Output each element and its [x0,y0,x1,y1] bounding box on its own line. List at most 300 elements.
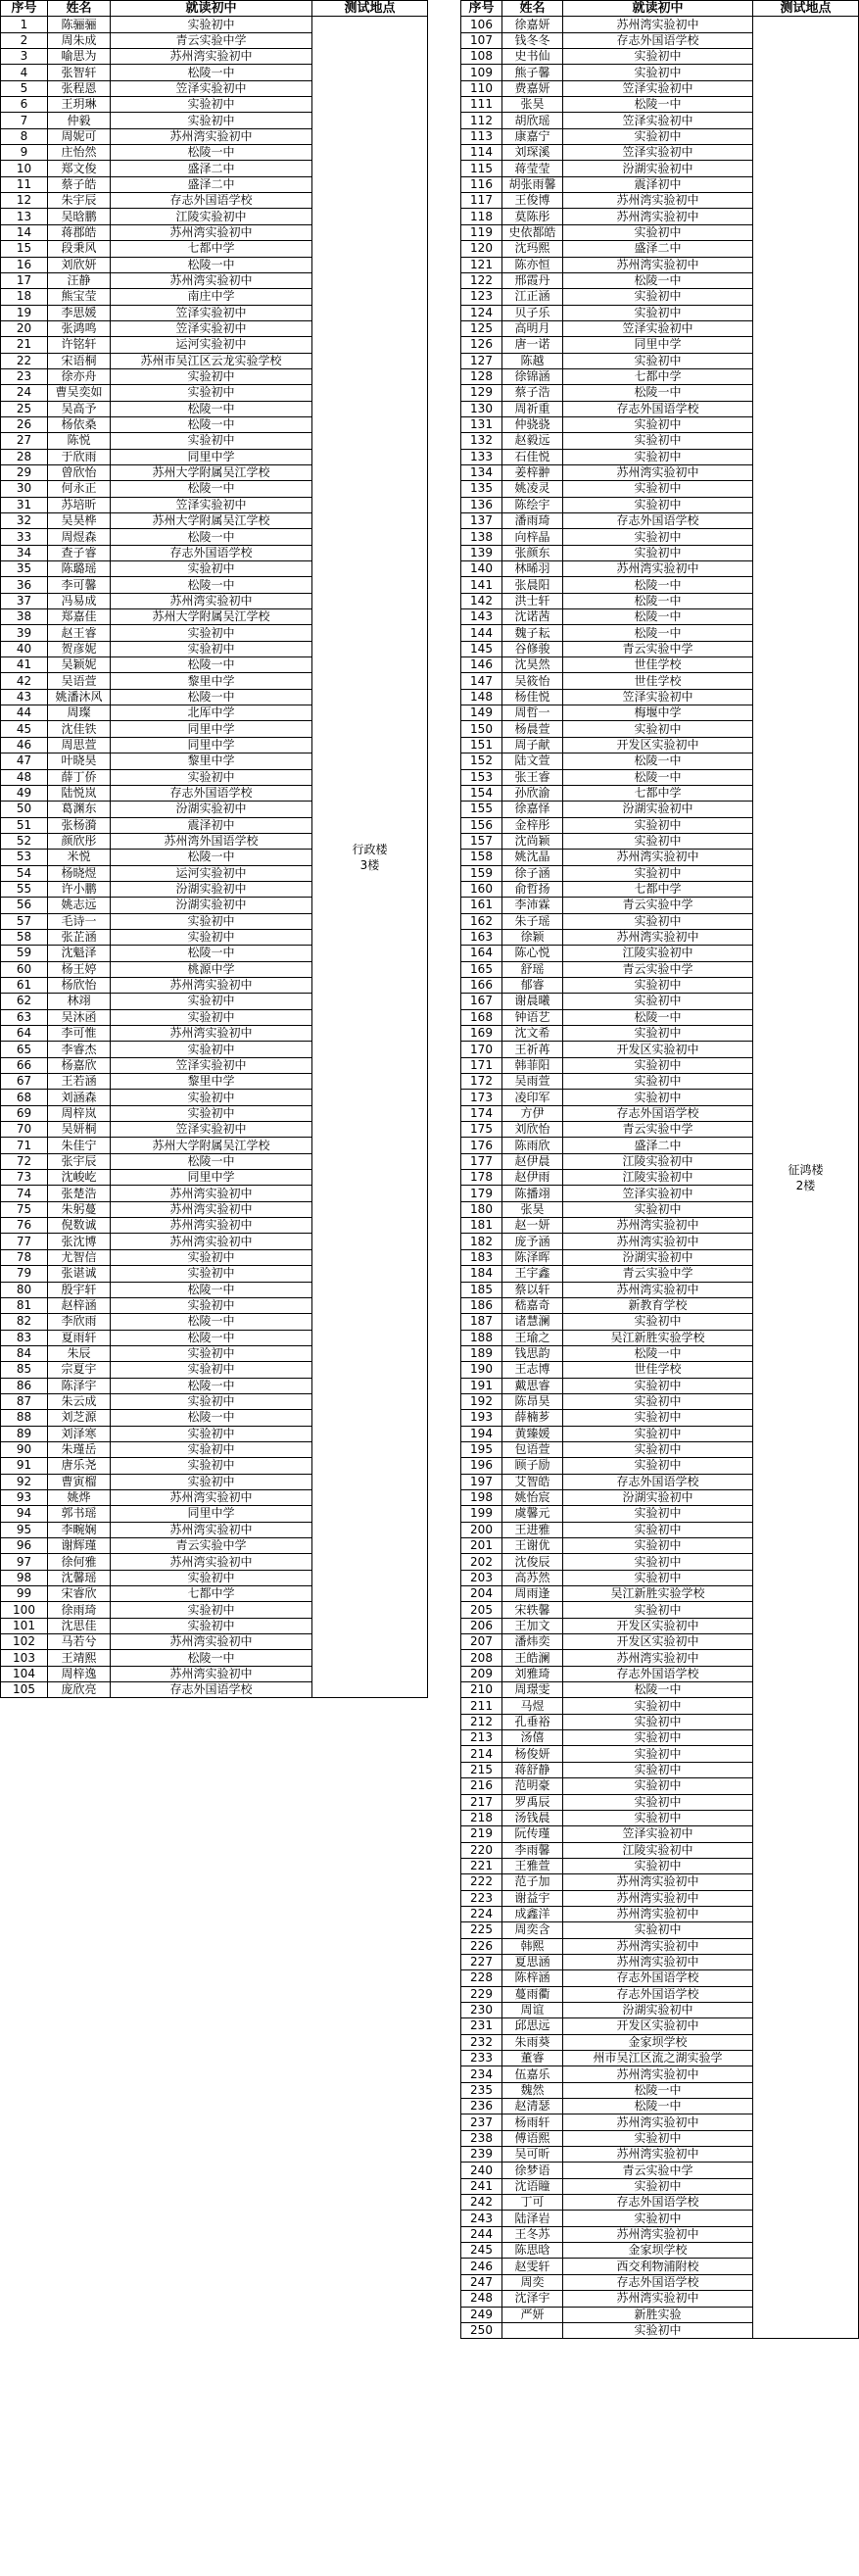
student-name: 陆泽岩 [502,2211,563,2226]
row-number: 237 [461,2114,502,2130]
student-name: 陈悦 [48,433,111,449]
school-name: 苏州湾实验初中 [111,1634,312,1650]
school-name: 实验初中 [563,1026,753,1042]
school-name: 吴江新胜实验学校 [563,1330,753,1345]
row-number: 90 [1,1441,48,1457]
student-name: 沈俊辰 [502,1554,563,1570]
row-number: 16 [1,257,48,272]
student-name: 庞予涵 [502,1234,563,1249]
student-name: 成鑫洋 [502,1906,563,1921]
school-name: 苏州湾实验初中 [111,1026,312,1042]
school-name: 青云实验中学 [563,961,753,977]
school-name: 青云实验中学 [111,1538,312,1554]
school-name: 江陵实验初中 [563,946,753,961]
row-number: 230 [461,2002,502,2017]
school-name: 实验初中 [563,2322,753,2338]
school-name: 盛泽二中 [563,241,753,257]
student-name: 谢辉瑾 [48,1538,111,1554]
row-number: 200 [461,1522,502,1537]
row-number: 20 [1,320,48,336]
school-name: 苏州湾实验初中 [111,224,312,240]
row-number: 127 [461,353,502,368]
student-name: 葛渊东 [48,802,111,817]
school-name: 汾湖实验初中 [111,898,312,913]
student-name: 倪数诚 [48,1218,111,1234]
school-name: 同里中学 [111,1506,312,1522]
student-name: 吴沐函 [48,1009,111,1025]
school-name: 汾湖实验初中 [111,881,312,897]
student-name: 周哲一 [502,705,563,721]
school-name: 实验初中 [563,1074,753,1090]
student-name: 张昊 [502,97,563,113]
row-number: 2 [1,32,48,48]
student-name: 徐嘉妍 [502,17,563,32]
row-number: 249 [461,2307,502,2322]
row-number: 145 [461,641,502,656]
row-number: 75 [1,1201,48,1217]
school-name: 笠泽实验初中 [111,305,312,320]
student-name: 宋语桐 [48,353,111,368]
school-name: 松陵一中 [563,625,753,641]
student-name: 诸慧澜 [502,1314,563,1330]
header-name: 姓名 [502,1,563,17]
table-row [461,17,859,32]
student-name: 吴晗鹏 [48,209,111,224]
header-name: 姓名 [48,1,111,17]
student-name: 贝子乐 [502,305,563,320]
row-number: 106 [461,17,502,32]
student-name: 马煜 [502,1698,563,1714]
school-name: 实验初中 [563,1810,753,1825]
row-number: 147 [461,673,502,689]
school-name: 新胜实验 [563,2307,753,2322]
row-number: 69 [1,1105,48,1121]
student-name: 周谊 [502,2002,563,2017]
school-name: 苏州湾实验初中 [111,1201,312,1217]
row-number: 56 [1,898,48,913]
row-number: 22 [1,353,48,368]
student-name: 王瑜之 [502,1330,563,1345]
row-number: 204 [461,1586,502,1602]
student-name: 张颜东 [502,545,563,560]
student-name: 王祈苒 [502,1042,563,1057]
student-name: 沈馨瑶 [48,1570,111,1585]
row-number: 84 [1,1345,48,1361]
student-name: 范子加 [502,1874,563,1890]
student-name: 罗禹辰 [502,1794,563,1810]
student-name: 沈峻屹 [48,1170,111,1186]
header-location: 测试地点 [312,1,428,17]
row-number: 150 [461,721,502,737]
school-name: 实验初中 [111,1009,312,1025]
student-name: 苏培昕 [48,497,111,512]
school-name: 笠泽实验初中 [111,1057,312,1073]
student-name: 汪静 [48,272,111,288]
row-number: 92 [1,1474,48,1489]
school-name: 运河实验初中 [111,865,312,881]
row-number: 187 [461,1314,502,1330]
school-name: 松陵一中 [111,657,312,673]
row-number: 26 [1,416,48,432]
school-name: 实验初中 [563,2211,753,2226]
row-number: 39 [1,625,48,641]
school-name: 苏州湾实验初中 [563,2147,753,2163]
school-name: 实验初中 [111,433,312,449]
school-name: 存志外国语学校 [563,2274,753,2290]
student-name: 赵毅远 [502,433,563,449]
row-number: 57 [1,913,48,929]
row-number: 29 [1,464,48,480]
student-name: 徐梦语 [502,2163,563,2178]
school-name: 苏州湾实验初中 [563,1234,753,1249]
student-name: 王志博 [502,1362,563,1378]
school-name: 存志外国语学校 [563,513,753,529]
student-name: 刘欣妍 [48,257,111,272]
student-name: 徐何雅 [48,1554,111,1570]
row-number: 5 [1,80,48,96]
school-name: 实验初中 [563,529,753,545]
student-name: 曾欣怡 [48,464,111,480]
row-number: 193 [461,1410,502,1426]
row-number: 217 [461,1794,502,1810]
student-name: 唐一诺 [502,337,563,353]
row-number: 52 [1,833,48,849]
student-name: 郁睿 [502,977,563,993]
student-name: 杨俊妍 [502,1746,563,1762]
school-name: 实验初中 [563,1057,753,1073]
student-name: 赵一妍 [502,1218,563,1234]
student-name: 郑文俊 [48,161,111,176]
school-name: 实验初中 [111,1426,312,1441]
row-number: 227 [461,1954,502,1969]
student-name: 杨晨萱 [502,721,563,737]
school-name: 实验初中 [563,289,753,305]
school-name: 青云实验中学 [563,898,753,913]
row-number: 107 [461,32,502,48]
row-number: 121 [461,257,502,272]
row-number: 94 [1,1506,48,1522]
row-number: 213 [461,1730,502,1746]
student-name: 仲毅 [48,113,111,128]
school-name: 实验初中 [563,994,753,1009]
row-number: 225 [461,1922,502,1938]
student-name: 杨晓煜 [48,865,111,881]
row-number: 30 [1,481,48,497]
school-name: 七都中学 [563,368,753,384]
school-name: 笠泽实验初中 [111,320,312,336]
school-name: 桃源中学 [111,961,312,977]
school-name: 北厍中学 [111,705,312,721]
school-name: 实验初中 [563,305,753,320]
school-name: 实验初中 [111,385,312,401]
student-name: 庄怡然 [48,145,111,161]
student-name: 张王睿 [502,769,563,785]
student-name: 徐嘉怿 [502,802,563,817]
student-name: 朱宇辰 [48,193,111,209]
row-number: 48 [1,769,48,785]
school-name: 汾湖实验初中 [563,1249,753,1265]
school-name: 笠泽实验初中 [563,113,753,128]
student-name: 吴可昕 [502,2147,563,2163]
student-name: 陈思晗 [502,2243,563,2259]
school-name: 苏州湾实验初中 [111,1186,312,1201]
student-name: 张沈博 [48,1234,111,1249]
school-name: 震泽初中 [563,176,753,192]
row-number: 91 [1,1458,48,1474]
row-number: 158 [461,850,502,865]
school-name: 苏州湾实验初中 [563,257,753,272]
school-name: 苏州湾实验初中 [563,1938,753,1954]
row-number: 32 [1,513,48,529]
school-name: 笠泽实验初中 [563,689,753,705]
row-number: 129 [461,385,502,401]
row-number: 44 [1,705,48,721]
row-number: 125 [461,320,502,336]
row-number: 13 [1,209,48,224]
student-name: 徐锦涵 [502,368,563,384]
student-name: 周祈重 [502,401,563,416]
row-number: 215 [461,1762,502,1777]
student-name: 陈播翊 [502,1186,563,1201]
school-name: 苏州湾实验初中 [111,128,312,144]
student-name: 赵清瑟 [502,2099,563,2114]
student-name: 李沛霖 [502,898,563,913]
school-name: 实验初中 [563,1458,753,1474]
row-number: 122 [461,272,502,288]
school-name: 笠泽实验初中 [111,1122,312,1138]
row-number: 244 [461,2226,502,2242]
student-name: 沈尚颖 [502,833,563,849]
school-name: 实验初中 [111,1618,312,1633]
student-name: 许铭轩 [48,337,111,353]
row-number: 128 [461,368,502,384]
row-number: 156 [461,817,502,833]
school-name: 松陵一中 [111,257,312,272]
student-name: 杨雨轩 [502,2114,563,2130]
school-name: 松陵一中 [563,769,753,785]
row-number: 105 [1,1682,48,1698]
row-number: 72 [1,1153,48,1169]
row-number: 151 [461,737,502,753]
student-name: 郭书瑶 [48,1506,111,1522]
student-name: 范明豪 [502,1778,563,1794]
school-name: 江陵实验初中 [563,1842,753,1858]
student-name: 张晨阳 [502,577,563,593]
student-name: 陈绘宇 [502,497,563,512]
student-name: 周思萱 [48,737,111,753]
student-name: 黄臻媛 [502,1426,563,1441]
student-name: 熊子馨 [502,65,563,80]
school-name: 苏州湾实验初中 [563,193,753,209]
school-name: 开发区实验初中 [563,737,753,753]
row-number: 209 [461,1666,502,1681]
school-name: 实验初中 [111,1570,312,1585]
school-name: 实验初中 [563,353,753,368]
row-number: 232 [461,2034,502,2050]
school-name: 实验初中 [563,497,753,512]
student-name: 颜欣彤 [48,833,111,849]
student-name: 吴雨萱 [502,1074,563,1090]
student-name: 蔡以轩 [502,1282,563,1297]
student-name: 张智轩 [48,65,111,80]
student-name: 吴语萱 [48,673,111,689]
student-name: 潘雨琦 [502,513,563,529]
school-name: 黎里中学 [111,673,312,689]
row-number: 133 [461,449,502,464]
school-name: 苏州湾实验初中 [563,1906,753,1921]
row-number: 89 [1,1426,48,1441]
student-name: 陈泽晖 [502,1249,563,1265]
school-name: 松陵一中 [111,1153,312,1169]
row-number: 175 [461,1122,502,1138]
school-name: 汾湖实验初中 [563,1489,753,1505]
school-name: 梅堰中学 [563,705,753,721]
row-number: 197 [461,1474,502,1489]
row-number: 163 [461,929,502,945]
student-name: 李思媛 [48,305,111,320]
student-name: 赵王睿 [48,625,111,641]
school-name: 存志外国语学校 [111,545,312,560]
school-name: 苏州湾实验初中 [563,1874,753,1890]
school-name: 苏州湾实验初中 [563,2114,753,2130]
row-number: 79 [1,1266,48,1282]
school-name: 青云实验中学 [563,641,753,656]
school-name: 松陵一中 [111,850,312,865]
school-name: 震泽初中 [111,817,312,833]
row-number: 65 [1,1042,48,1057]
row-number: 17 [1,272,48,288]
school-name: 苏州湾实验初中 [563,850,753,865]
school-name: 实验初中 [563,1522,753,1537]
row-number: 167 [461,994,502,1009]
row-number: 203 [461,1570,502,1585]
student-name: 冯易成 [48,593,111,608]
student-name: 夏雨轩 [48,1330,111,1345]
row-number: 108 [461,49,502,65]
student-name: 杨嘉欣 [48,1057,111,1073]
row-number: 142 [461,593,502,608]
row-number: 199 [461,1506,502,1522]
school-name: 实验初中 [563,65,753,80]
school-name: 实验初中 [563,1922,753,1938]
school-name: 松陵一中 [111,577,312,593]
school-name: 青云实验中学 [563,1266,753,1282]
row-number: 119 [461,224,502,240]
row-number: 143 [461,609,502,625]
student-name: 陈骊骊 [48,17,111,32]
school-name: 存志外国语学校 [111,1682,312,1698]
row-number: 159 [461,865,502,881]
row-number: 98 [1,1570,48,1585]
row-number: 81 [1,1297,48,1313]
student-name: 杨佳悦 [502,689,563,705]
student-name: 邱思远 [502,2018,563,2034]
row-number: 109 [461,65,502,80]
school-name: 实验初中 [111,1362,312,1378]
student-name: 刘泽寒 [48,1426,111,1441]
school-name: 实验初中 [563,1858,753,1873]
row-number: 95 [1,1522,48,1537]
student-name: 张楚浩 [48,1186,111,1201]
row-number: 60 [1,961,48,977]
row-number: 174 [461,1105,502,1121]
row-number: 140 [461,561,502,577]
row-number: 191 [461,1378,502,1393]
student-name: 蔡子皓 [48,176,111,192]
student-name: 宗夏宇 [48,1362,111,1378]
student-name: 俞哲扬 [502,881,563,897]
student-name: 赵雯轩 [502,2259,563,2274]
row-number: 36 [1,577,48,593]
student-name: 蒋莹莹 [502,161,563,176]
student-name: 蔓雨衢 [502,1986,563,2002]
student-name: 周妮可 [48,128,111,144]
student-name: 吴颖妮 [48,657,111,673]
student-name: 潘炜奕 [502,1634,563,1650]
student-name: 马若兮 [48,1634,111,1650]
student-name: 张昊 [502,1201,563,1217]
student-name: 徐颖 [502,929,563,945]
row-number: 212 [461,1714,502,1729]
student-name: 杨依桑 [48,416,111,432]
row-number: 195 [461,1441,502,1457]
student-name: 李可馨 [48,577,111,593]
header-no: 序号 [461,1,502,17]
row-number: 99 [1,1586,48,1602]
header-school: 就读初中 [563,1,753,17]
row-number: 23 [1,368,48,384]
student-name: 王冬苏 [502,2226,563,2242]
student-name: 朱雨葵 [502,2034,563,2050]
row-number: 86 [1,1378,48,1393]
school-name: 苏州湾实验初中 [563,2066,753,2082]
student-name: 凌印军 [502,1090,563,1105]
row-number: 185 [461,1282,502,1297]
row-number: 83 [1,1330,48,1345]
school-name: 实验初中 [111,1393,312,1409]
student-name: 宋睿欣 [48,1586,111,1602]
student-name: 薛楠芗 [502,1410,563,1426]
school-name: 实验初中 [563,1714,753,1729]
student-name: 李欣雨 [48,1314,111,1330]
school-name: 实验初中 [563,1570,753,1585]
student-name: 周奕含 [502,1922,563,1938]
row-number: 176 [461,1138,502,1153]
school-name: 实验初中 [111,994,312,1009]
row-number: 7 [1,113,48,128]
student-name: 薛丁侨 [48,769,111,785]
row-number: 173 [461,1090,502,1105]
row-number: 216 [461,1778,502,1794]
student-name: 周梓岚 [48,1105,111,1121]
student-name: 吴筱怡 [502,673,563,689]
row-number: 35 [1,561,48,577]
row-number: 9 [1,145,48,161]
school-name: 松陵一中 [563,2082,753,2098]
header-row [461,1,859,17]
school-name: 实验初中 [563,224,753,240]
student-name: 沈语瞳 [502,2178,563,2194]
school-name: 江陵实验初中 [111,209,312,224]
school-name: 汾湖实验初中 [563,802,753,817]
row-number: 68 [1,1090,48,1105]
student-name: 董睿 [502,2051,563,2066]
school-name: 同里中学 [111,721,312,737]
school-name: 松陵一中 [111,689,312,705]
student-name: 赵伊晨 [502,1153,563,1169]
row-number: 177 [461,1153,502,1169]
school-name: 苏州湾外国语学校 [111,833,312,849]
